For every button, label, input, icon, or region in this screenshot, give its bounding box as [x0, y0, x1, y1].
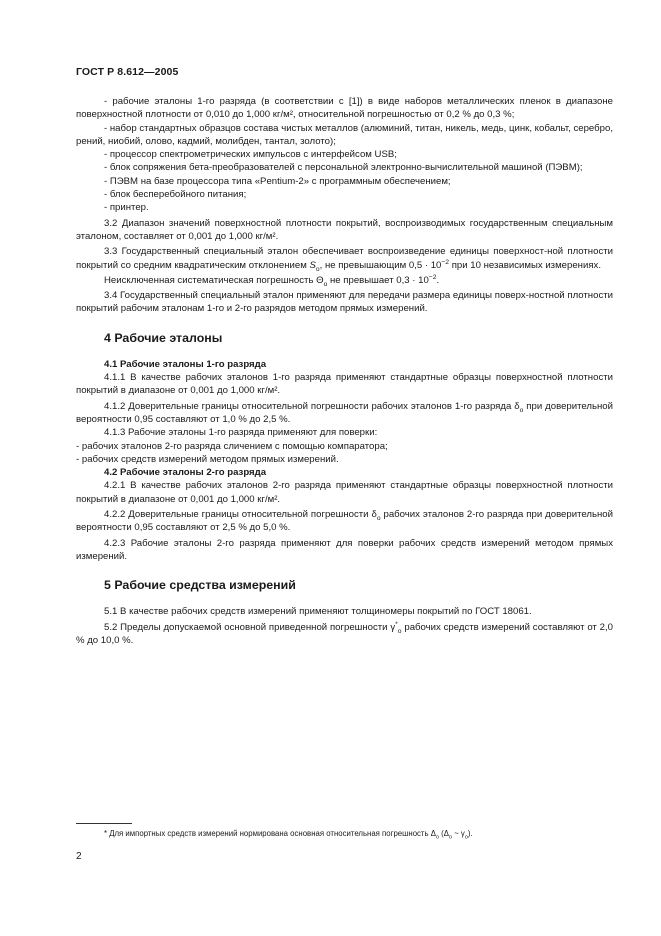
systematic-error-paragraph — [76, 274, 613, 287]
clause-3-4: 3.4 Государственный специальный эталон применяют для передачи размера единицы поверх-ностной плотности покрытий рабочим эталонам 1-го и 2-го разрядов методом прямых измерений. — [76, 290, 613, 315]
clause-4-2-2-text-b: рабочих эталонов 2-го разряда при доверительной вероятности 0,95 составляют от 2,5 % до 5,0 %. — [76, 509, 613, 534]
subscript: о — [435, 834, 439, 841]
clause-4-2-2-text-a: 4.2.2 Доверительные границы относительной погрешности δ — [104, 509, 377, 521]
systematic-error-text-b: не превышает 0,3 · 10 — [327, 274, 429, 286]
paragraph: - ПЭВМ на базе процессора типа «Pentium-2» с программным обеспечением; — [104, 175, 451, 187]
superscript: * — [395, 620, 398, 628]
clause-3-3-text-c: при 10 независимых измерениях. — [449, 259, 602, 271]
document-header: ГОСТ Р 8.612—2005 — [76, 66, 179, 78]
paragraph: - набор стандартных образцов состава чистых металлов (алюминий, титан, никель, медь, цинк, кобальт, серебро, рений, ниобий, олово, кадмий, молибден, тантал, золото); — [76, 122, 613, 147]
clause-4-2-3: 4.2.3 Рабочие эталоны 2-го разряда применяют для поверки рабочих средств измерений методом прямых измерений. — [76, 537, 613, 562]
section-4-heading: 4 Рабочие эталоны — [104, 330, 223, 345]
clause-3-3-text-b: , не превышающим 0,5 · 10 — [319, 259, 442, 271]
exponent: −2 — [441, 258, 450, 266]
footnote-separator — [76, 823, 132, 824]
clause-4-1-2 — [76, 400, 613, 427]
symbol-s: S — [309, 259, 316, 271]
clause-4-1-1: 4.1.1 В качестве рабочих эталонов 1-го разряда применяют стандартные образцы поверхностной плотности покрытий в диапазоне от 0,001 до 1,000 кг/м². — [76, 372, 613, 397]
clause-4-1-2-text-a: 4.1.2 Доверительные границы относительной погрешности рабочих эталонов 1-го разряда δ — [104, 400, 520, 412]
list-item: - рабочих средств измерений методом прямых измерений. — [76, 453, 339, 465]
paragraph: - процессор спектрометрических импульсов с интерфейсом USB; — [104, 149, 397, 161]
list-item: - рабочих эталонов 2-го разряда сличением с помощью компаратора; — [76, 440, 388, 452]
footnote-text-d: ). — [467, 829, 473, 838]
clause-5-2 — [76, 621, 613, 648]
clause-3-3 — [76, 245, 613, 272]
clause-3-2: 3.2 Диапазон значений поверхностной плотности покрытий, воспроизводимых государственным специальным эталоном, составляет от 0,001 до 1,000 кг/м². — [76, 217, 613, 242]
section-5-heading: 5 Рабочие средства измерений — [104, 578, 296, 593]
subscript: о — [315, 265, 320, 273]
footnote-text-b: (Δ — [439, 829, 449, 838]
subsection-4-1-heading: 4.1 Рабочие эталоны 1-го разряда — [104, 358, 267, 370]
page-number: 2 — [76, 851, 82, 862]
paragraph: - принтер. — [104, 202, 149, 214]
clause-4-1-3: 4.1.3 Рабочие эталоны 1-го разряда применяют для поверки: — [104, 427, 378, 439]
subscript: о — [376, 514, 381, 522]
systematic-error-text-a: Неисключенная систематическая погрешность Θ — [104, 274, 324, 286]
footnote — [76, 829, 613, 839]
clause-4-2-1: 4.2.1 В качестве рабочих эталонов 2-го разряда применяют стандартные образцы поверхностной плотности покрытий в диапазоне от 0,001 до 1,000 кг/м². — [76, 480, 613, 505]
subscript: о — [397, 627, 402, 635]
systematic-error-text-c: . — [436, 274, 440, 286]
clause-5-2-text-a: 5.2 Пределы допускаемой основной приведенной погрешности γ — [104, 621, 396, 633]
clause-4-1-2-text-b: при доверительной вероятности 0,95 составляют от 1,0 % до 2,5 %. — [76, 400, 613, 425]
subscript: о — [448, 834, 453, 841]
paragraph: - блок сопряжения бета-преобразователей с персональной электронно-вычислительной машиной (ПЭВМ); — [104, 162, 583, 174]
footnote-text-a: * Для импортных средств измерений нормирована основная относительная погрешность Δ — [104, 829, 436, 838]
subsection-4-2-heading: 4.2 Рабочие эталоны 2-го разряда — [104, 467, 267, 479]
exponent: −2 — [428, 273, 437, 281]
clause-5-2-text-b: рабочих средств измерений составляют от 2,0 % до 10,0 %. — [76, 621, 613, 646]
clause-5-1: 5.1 В качестве рабочих средств измерений применяют толщиномеры покрытий по ГОСТ 18061. — [104, 606, 532, 618]
document-body — [76, 95, 613, 647]
clause-3-3-text-a: 3.3 Государственный специальный эталон обеспечивает воспроизведение единицы поверхност-ной плотности покрытий со средним квадратическим отклонением — [76, 246, 613, 271]
paragraph: - рабочие эталоны 1-го разряда (в соответствии с [1]) в виде наборов металлических пленок в диапазоне поверхностной плотности от 0,010 до 1,000 кг/м², относительной погрешностью от 0,2 % до 0,3 %; — [76, 96, 613, 121]
paragraph: - блок бесперебойного питания; — [104, 189, 247, 201]
subscript: о — [519, 406, 524, 414]
footnote-text-c: ~ γ — [452, 829, 465, 838]
clause-4-2-2 — [76, 508, 613, 535]
subscript: о — [464, 834, 468, 841]
subscript: о — [323, 280, 328, 288]
